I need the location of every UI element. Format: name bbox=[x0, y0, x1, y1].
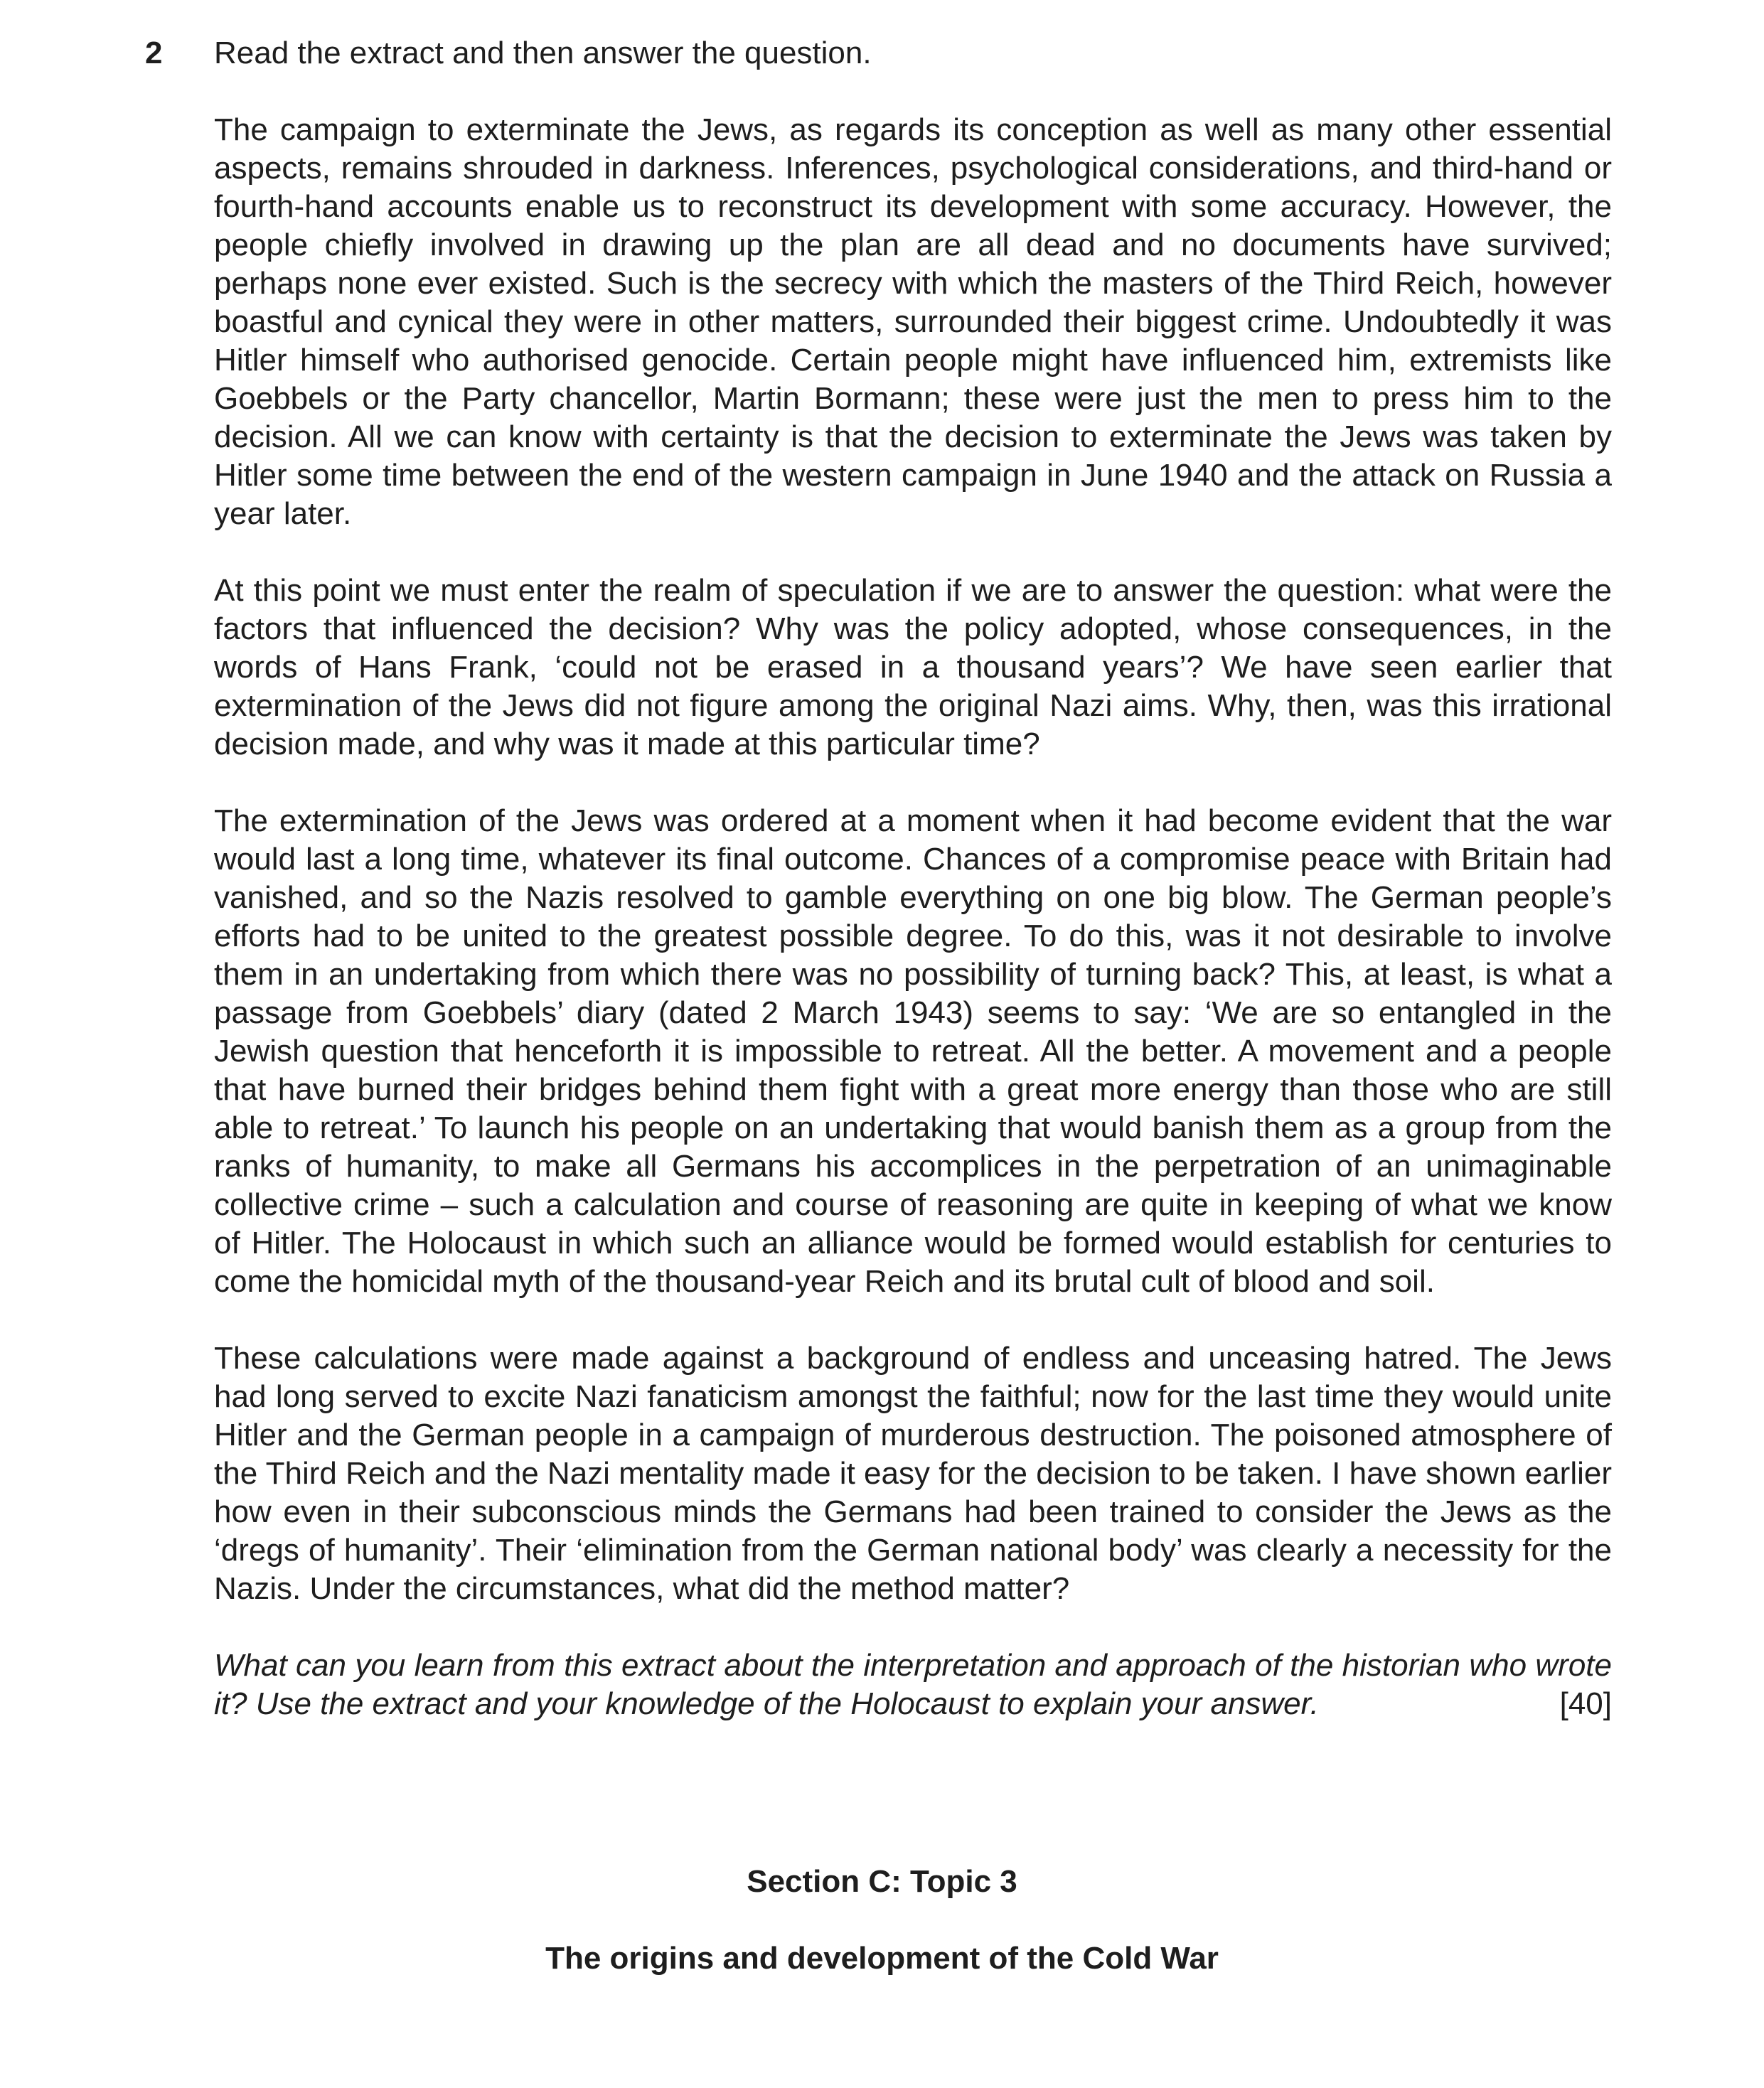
extract-paragraph-4: These calculations were made against a background of endless and unceasing hatred. The Jews had long served to excite Nazi fanaticism amongst the faithful; now for the last time they would unite Hitler and the German people in a campaign of murderous destruction. The poisoned atmosphere of the Third Reich and the Nazi mentality made it easy for the decision to be taken. I have shown earlier how even in their subconscious minds the Germans had been trained to consider the Jews as the ‘dregs of humanity’. Their ‘elimination from the German national body’ was clearly a necessity for the Nazis. Under the circumstances, what did the method matter? bbox=[214, 1341, 1612, 1606]
question-prompt bbox=[214, 1647, 1612, 1723]
question-prompt-text: What can you learn from this extract about the interpretation and approach of the historian who wrote it? Use the extract and your knowledge of the Holocaust to explain your answer. bbox=[214, 1648, 1612, 1721]
question-body bbox=[214, 34, 1612, 1723]
section-heading: Section C: Topic 3 bbox=[747, 1864, 1017, 1899]
section-topic-title: The origins and development of the Cold War bbox=[545, 1941, 1219, 1976]
question-instruction: Read the extract and then answer the question. bbox=[214, 36, 872, 70]
question-number: 2 bbox=[145, 36, 163, 70]
question-marks: [40] bbox=[1546, 1685, 1612, 1723]
extract-paragraph-2: At this point we must enter the realm of speculation if we are to answer the question: what were the factors that influenced the decision? Why was the policy adopted, whose consequences, in the words of Hans Frank, ‘could not be erased in a thousand years’? We have seen earlier that extermination of the Jews did not figure among the original Nazi aims. Why, then, was this irrational decision made, and why was it made at this particular time? bbox=[214, 573, 1612, 761]
extract-paragraph-3: The extermination of the Jews was ordered at a moment when it had become evident that the war would last a long time, whatever its final outcome. Chances of a compromise peace with Britain had vanished, and so the Nazis resolved to gamble everything on one big blow. The German people’s efforts had to be united to the greatest possible degree. To do this, was it not desirable to involve them in an undertaking from which there was no possibility of turning back? This, at least, is what a passage from Goebbels’ diary (dated 2 March 1943) seems to say: ‘We are so entangled in the Jewish question that henceforth it is impossible to retreat. All the better. A movement and a people that have burned their bridges behind them fight with a great more energy than those who are still able to retreat.’ To launch his people on an undertaking that would banish them as a group from the ranks of humanity, to make all Germans his accomplices in the perpetration of an unimaginable collective crime – such a calculation and course of reasoning are quite in keeping of what we know of Hitler. The Holocaust in which such an alliance would be formed would establish for centuries to come the homicidal myth of the thousand-year Reich and its brutal cult of blood and soil. bbox=[214, 803, 1612, 1299]
extract-paragraph-1: The campaign to exterminate the Jews, as regards its conception as well as many other essential aspects, remains shrouded in darkness. Inferences, psychological considerations, and third-hand or fourth-hand accounts enable us to reconstruct its development with some accuracy. However, the people chiefly involved in drawing up the plan are all dead and no documents have survived; perhaps none ever existed. Such is the secrecy with which the masters of the Third Reich, however boastful and cynical they were in other matters, surrounded their biggest crime. Undoubtedly it was Hitler himself who authorised genocide. Certain people might have influenced him, extremists like Goebbels or the Party chancellor, Martin Bormann; these were just the men to press him to the decision. All we can know with certainty is that the decision to exterminate the Jews was taken by Hitler some time between the end of the western campaign in June 1940 and the attack on Russia a year later. bbox=[214, 112, 1612, 531]
